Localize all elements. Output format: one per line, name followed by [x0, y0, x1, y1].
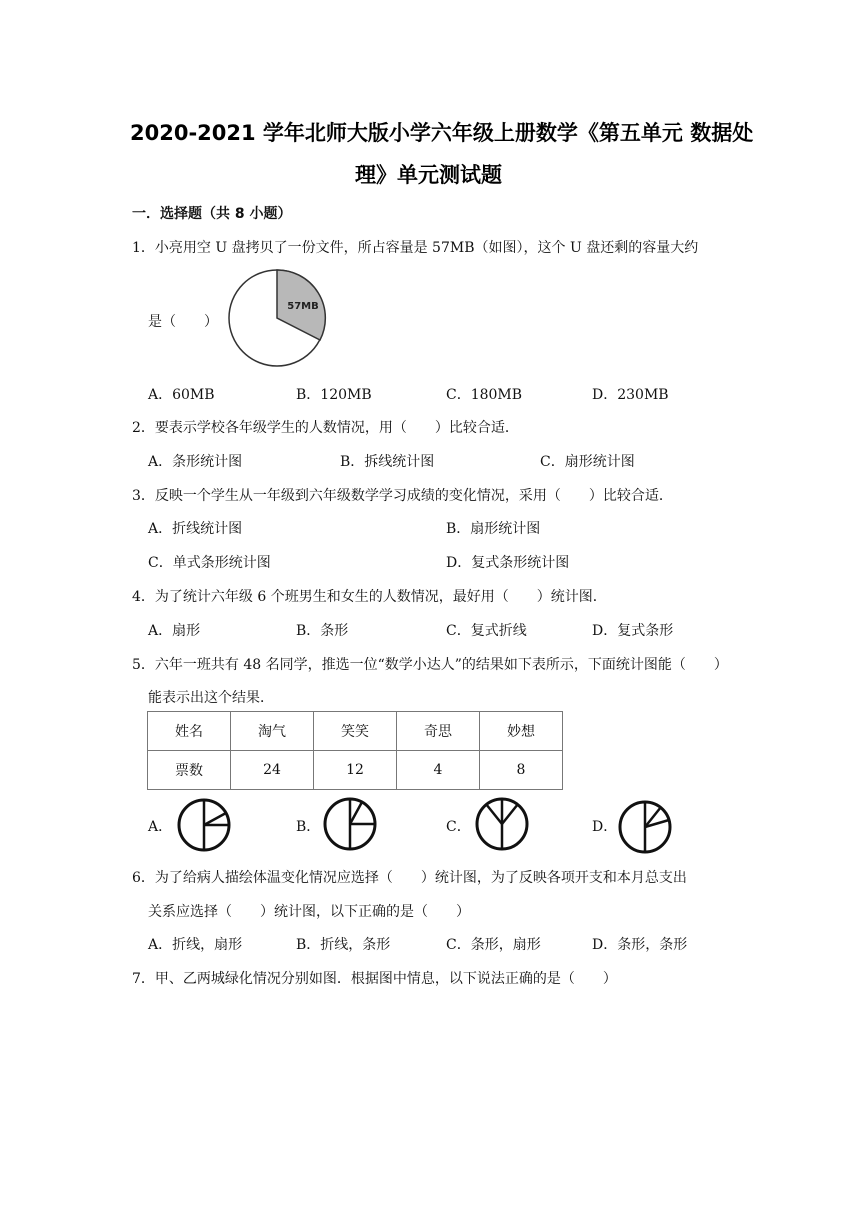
table-row: [148, 751, 563, 790]
section-heading: 一．选择题（共 8 小题）: [132, 206, 292, 222]
q1-option-c[interactable]: C．180MB: [446, 387, 523, 403]
question-6-text-cont: 关系应选择（ ）统计图，以下正确的是（ ）: [148, 904, 470, 920]
question-3-text: 3．反映一个学生从一年级到六年级数学学习成绩的变化情况，采用（ ）比较合适．: [132, 488, 673, 504]
q3-option-d[interactable]: D．复式条形统计图: [446, 555, 570, 571]
table-cell: 12: [314, 751, 397, 790]
table-header-row: [148, 712, 563, 751]
q6-option-d[interactable]: D．条形，条形: [592, 937, 688, 953]
table-cell: 妙想: [480, 712, 563, 751]
document-title-line1: 2020-2021 学年北师大版小学六年级上册数学《第五单元 数据处: [130, 121, 754, 145]
table-cell: 笑笑: [314, 712, 397, 751]
q3-option-a[interactable]: A．折线统计图: [148, 521, 243, 537]
q4-option-a[interactable]: A．扇形: [148, 623, 201, 639]
table-cell: 奇思: [397, 712, 480, 751]
q2-option-a[interactable]: A．条形统计图: [148, 454, 243, 470]
q6-option-c[interactable]: C．条形，扇形: [446, 937, 541, 953]
document-title-line2: 理》单元测试题: [355, 163, 502, 187]
q3-option-b[interactable]: B．扇形统计图: [446, 521, 541, 537]
q2-option-c[interactable]: C．扇形统计图: [540, 454, 635, 470]
q5-option-b-pie[interactable]: [322, 795, 378, 853]
q1-option-d[interactable]: D．230MB: [592, 387, 669, 403]
question-5-text: 5．六年一班共有 48 名同学，推选一位“数学小达人”的结果如下表所示，下面统计图能（ ）: [132, 657, 728, 673]
q5-option-d-label[interactable]: D．: [592, 819, 618, 835]
table-cell: 淘气: [231, 712, 314, 751]
vote-results-table: [147, 711, 563, 790]
q1-option-b[interactable]: B．120MB: [296, 387, 372, 403]
table-cell: 姓名: [148, 712, 231, 751]
q5-option-c-pie[interactable]: [474, 795, 530, 853]
q5-option-d-pie[interactable]: [617, 798, 673, 856]
usb-capacity-pie-chart: [228, 268, 328, 368]
question-7-text: 7．甲、乙两城绿化情况分别如图．根据图中情息，以下说法正确的是（ ）: [132, 971, 617, 987]
question-2-text: 2．要表示学校各年级学生的人数情况，用（ ）比较合适．: [132, 420, 519, 436]
q1-option-a[interactable]: A．60MB: [148, 387, 215, 403]
question-1-text: 1．小亮用空 U 盘拷贝了一份文件，所占容量是 57MB（如图），这个 U 盘还剩的容量大约: [132, 240, 699, 256]
q4-option-d[interactable]: D．复式条形: [592, 623, 674, 639]
q4-option-c[interactable]: C．复式折线: [446, 623, 527, 639]
question-6-text: 6．为了给病人描绘体温变化情况应选择（ ）统计图，为了反映各项开支和本月总支出: [132, 870, 687, 886]
q6-option-a[interactable]: A．折线，扇形: [148, 937, 243, 953]
table-cell: 8: [480, 751, 563, 790]
question-5-text-cont: 能表示出这个结果．: [148, 690, 274, 706]
q5-option-c-label[interactable]: C．: [446, 819, 471, 835]
q2-option-b[interactable]: B．拆线统计图: [340, 454, 435, 470]
question-1-text-cont: 是（ ）: [148, 314, 218, 330]
q4-option-b[interactable]: B．条形: [296, 623, 349, 639]
q6-option-b[interactable]: B．折线，条形: [296, 937, 391, 953]
table-cell: 4: [397, 751, 480, 790]
table-cell: 票数: [148, 751, 231, 790]
q5-option-a-pie[interactable]: [176, 796, 232, 854]
question-4-text: 4．为了统计六年级 6 个班男生和女生的人数情况，最好用（ ）统计图．: [132, 589, 607, 605]
q5-option-b-label[interactable]: B．: [296, 819, 321, 835]
table-cell: 24: [231, 751, 314, 790]
pie-slice-label: 57MB: [287, 301, 319, 312]
q5-option-a-label[interactable]: A．: [148, 819, 173, 835]
q3-option-c[interactable]: C．单式条形统计图: [148, 555, 271, 571]
